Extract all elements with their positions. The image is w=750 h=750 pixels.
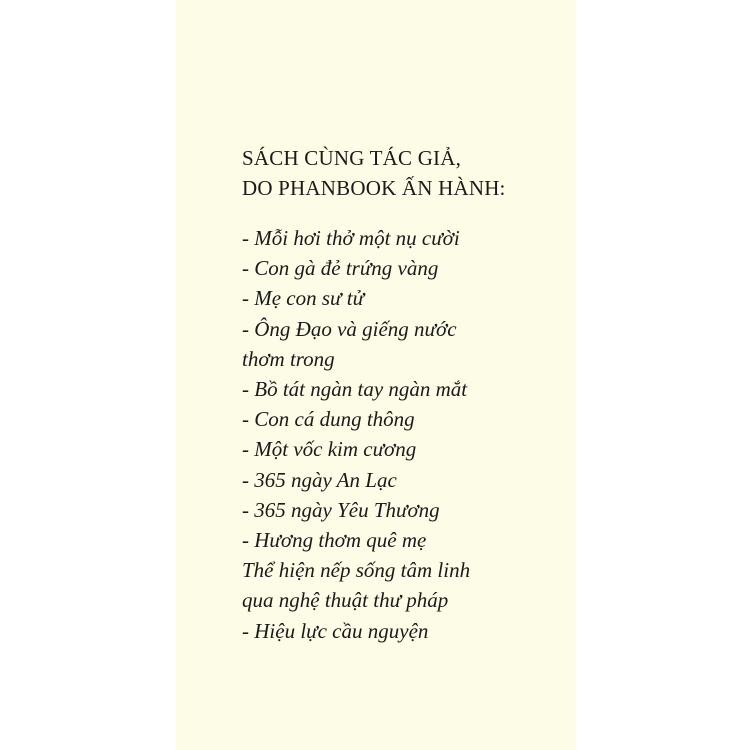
page-content (242, 143, 562, 646)
book-list-line: - 365 ngày An Lạc (242, 467, 397, 492)
heading-spacer (242, 203, 562, 223)
book-list-line: - Mẹ con sư tử (242, 286, 365, 311)
book-list (242, 223, 562, 646)
book-page (176, 0, 576, 750)
book-list-line: - Con gà đẻ trứng vàng (242, 256, 439, 281)
book-list-line: - Hiệu lực cầu nguyện (242, 618, 429, 643)
book-list-line: Thể hiện nếp sống tâm linh (242, 558, 471, 583)
book-list-line: - Bồ tát ngàn tay ngàn mắt (242, 377, 468, 402)
heading-line-1: SÁCH CÙNG TÁC GIẢ, (242, 146, 462, 170)
book-list-line: - Một vốc kim cương (242, 437, 417, 462)
book-list-line: - 365 ngày Yêu Thương (242, 497, 440, 522)
book-list-line: - Hương thơm quê mẹ (242, 528, 427, 553)
book-list-line: - Con cá dung thông (242, 407, 415, 432)
book-list-line: qua nghệ thuật thư pháp (242, 588, 449, 613)
book-list-line: thơm trong (242, 346, 335, 371)
book-list-line: - Ông Đạo và giếng nước (242, 316, 457, 341)
book-list-line: - Mỗi hơi thở một nụ cười (242, 226, 460, 250)
heading-line-2: DO PHANBOOK ẤN HÀNH: (242, 176, 506, 200)
